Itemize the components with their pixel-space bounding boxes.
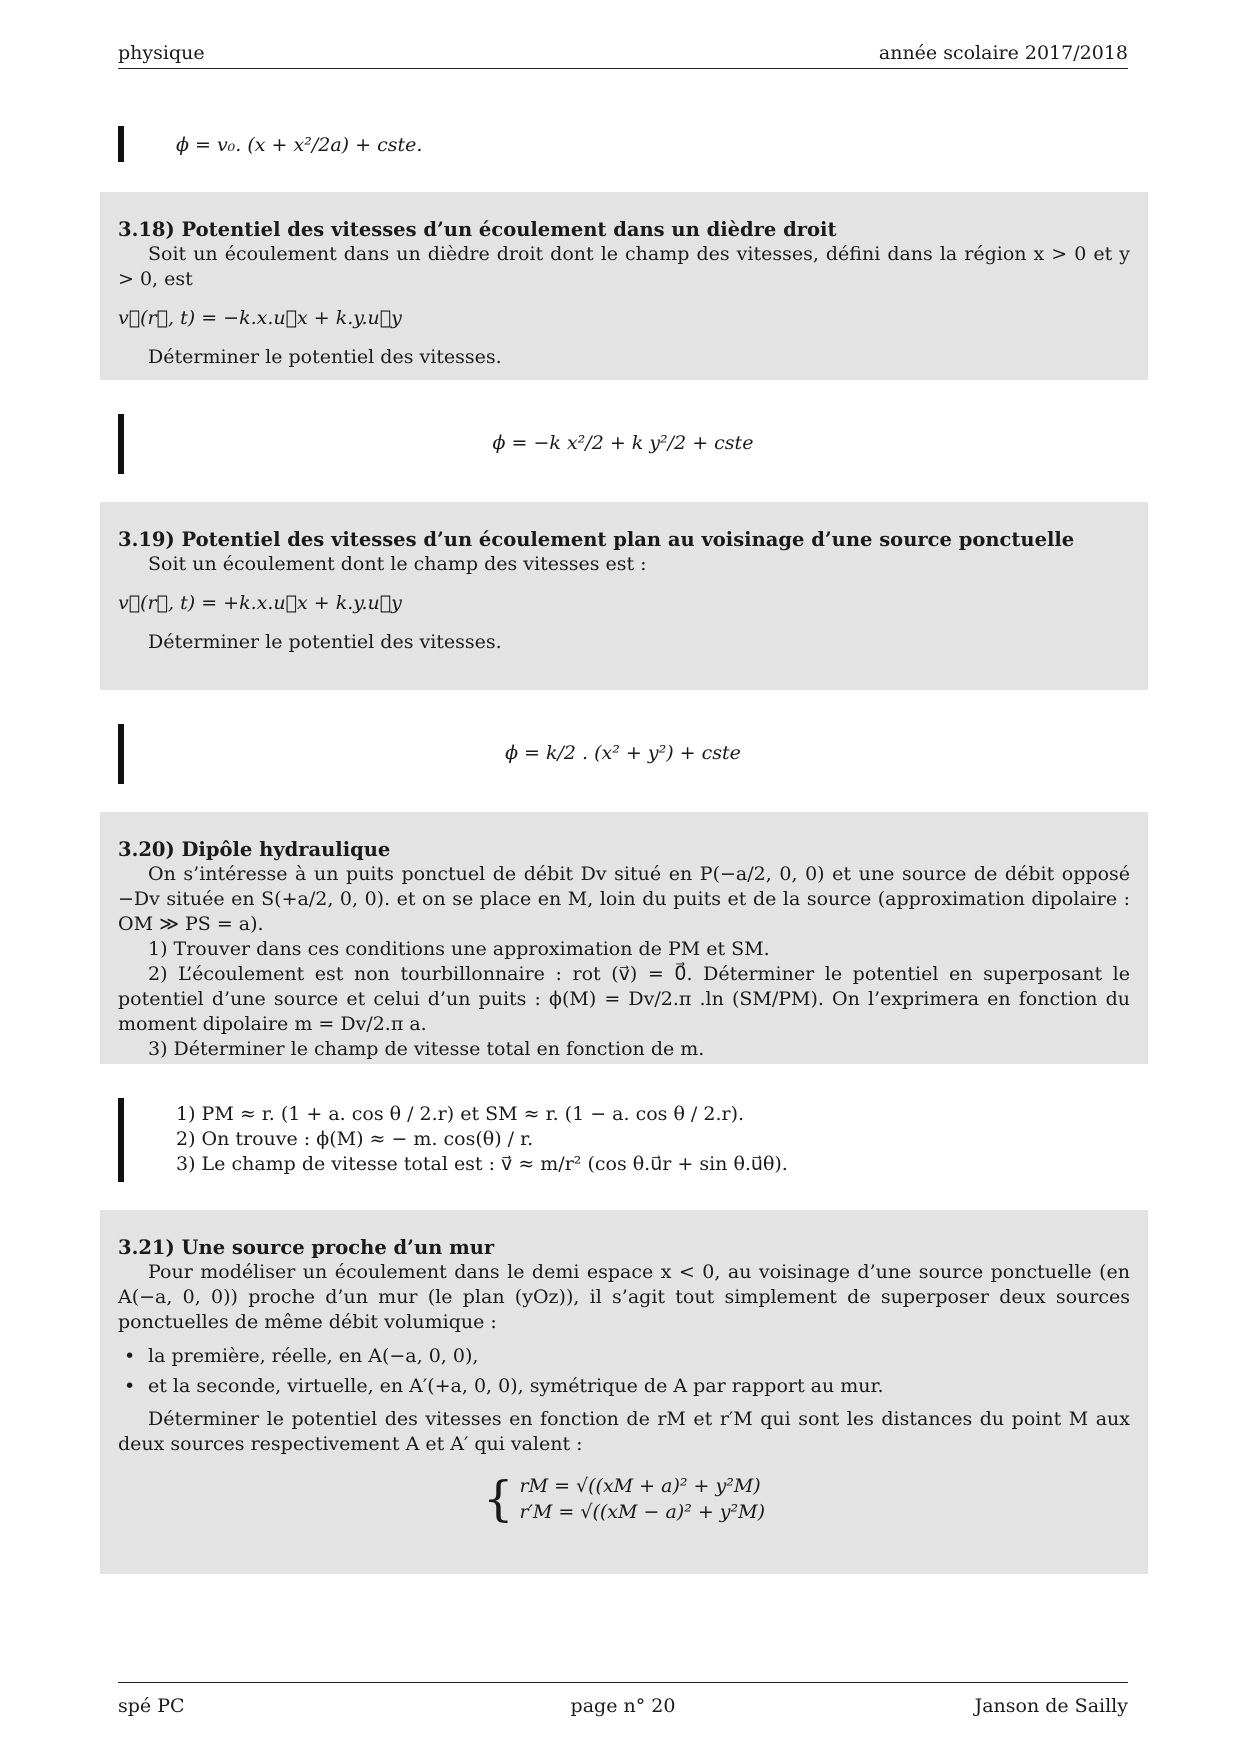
exercise-3-18 (100, 192, 1148, 380)
footer-class: spé PC (118, 1695, 185, 1717)
answer-3-19 (118, 724, 1128, 784)
exercise-intro: Soit un écoulement dont le champ des vitesses est : (148, 553, 647, 575)
exercise-title: 3.21) Une source proche d’un mur (118, 1236, 495, 1259)
exercise-paragraph: On s’intéresse à un puits ponctuel de débit Dv situé en P(−a/2, 0, 0) et une source de débit opposé −Dv située en S(+a/2, 0, 0). et on se place en M, loin du puits et de la source (approximation dipolaire : OM ≫ PS = a). (118, 863, 1130, 935)
answer-3-18 (118, 414, 1128, 474)
equation-system-inner (483, 1473, 765, 1525)
answer-3-19-formula: ϕ = k/2 . (x² + y²) + cste (505, 742, 741, 764)
equation-rows (520, 1473, 766, 1525)
answer-bar (118, 126, 124, 162)
exercise-question: Déterminer le potentiel des vitesses. (148, 346, 502, 368)
exercise-title: 3.18) Potentiel des vitesses d’un écoulement dans un dièdre droit (118, 218, 837, 241)
exercise-3-21 (100, 1210, 1148, 1574)
answer-3-17 (118, 126, 1128, 166)
exercise-question-3: 3) Déterminer le champ de vitesse total en fonction de m. (148, 1038, 705, 1060)
page-footer (118, 1682, 1128, 1729)
list-item: • la première, réelle, en A(−a, 0, 0), (118, 1341, 1130, 1371)
footer-page-number: page n° 20 (570, 1695, 676, 1717)
answer-3-20 (118, 1098, 1128, 1182)
header-subject: physique (118, 42, 205, 64)
exercise-3-19 (100, 502, 1148, 690)
equation-rm-prime: r′M = √((xM − a)² + y²M) (519, 1501, 766, 1523)
answer-item-2: 2) On trouve : ϕ(M) ≈ − m. cos(θ) / r. (176, 1128, 534, 1150)
equation-rm: rM = √((xM + a)² + y²M) (519, 1475, 761, 1497)
exercise-bullet-list (118, 1341, 1130, 1401)
left-brace-icon: { (482, 1471, 514, 1527)
page-header (118, 42, 1128, 69)
answer-3-17-formula: ϕ = v₀. (x + x²/2a) + cste. (176, 134, 423, 156)
exercise-title: 3.19) Potentiel des vitesses d’un écoulement plan au voisinage d’une source ponctuelle (118, 528, 1075, 551)
exercise-intro: Soit un écoulement dans un dièdre droit dont le champ des vitesses, défini dans la région x > 0 et y > 0, est (118, 243, 1130, 290)
answer-bar (118, 1098, 124, 1182)
exercise-question: Déterminer le potentiel des vitesses. (148, 631, 502, 653)
answer-item-1: 1) PM ≈ r. (1 + a. cos θ / 2.r) et SM ≈ r. (1 − a. cos θ / 2.r). (176, 1103, 745, 1125)
list-item: • et la seconde, virtuelle, en A′(+a, 0, 0), symétrique de A par rapport au mur. (118, 1371, 1130, 1401)
exercise-paragraph: Pour modéliser un écoulement dans le demi espace x < 0, au voisinage d’une source ponctuelle (en A(−a, 0, 0)) proche d’un mur (le plan (yOz)), il s’agit tout simplement de superposer deux sources ponctuelles de même débit volumique : (118, 1261, 1130, 1333)
exercise-equation: v⃗(r⃗, t) = +k.x.u⃗x + k.y.u⃗y (118, 592, 402, 614)
exercise-3-20 (100, 812, 1148, 1064)
answer-3-18-formula: ϕ = −k x²/2 + k y²/2 + cste (492, 432, 754, 454)
footer-school: Janson de Sailly (974, 1695, 1128, 1717)
exercise-paragraph-2: Déterminer le potentiel des vitesses en fonction de rM et r′M qui sont les distances du point M aux deux sources respectivement A et A′ qui valent : (118, 1408, 1130, 1455)
header-year: année scolaire 2017/2018 (878, 42, 1128, 64)
answer-item-3: 3) Le champ de vitesse total est : v⃗ ≈ m/r² (cos θ.u⃗r + sin θ.u⃗θ). (176, 1153, 788, 1175)
exercise-question-2: 2) L’écoulement est non tourbillonnaire : rot (v⃗) = 0⃗. Déterminer le potentiel en superposant le potentiel d’une source et celui d’un puits : ϕ(M) = Dv/2.π .ln (SM/PM). On l’exprimera en fonction du moment dipolaire m = Dv/2.π a. (118, 963, 1130, 1035)
exercise-title: 3.20) Dipôle hydraulique (118, 838, 391, 861)
exercise-question-1: 1) Trouver dans ces conditions une approximation de PM et SM. (148, 938, 770, 960)
exercise-equation: v⃗(r⃗, t) = −k.x.u⃗x + k.y.u⃗y (118, 307, 402, 329)
equation-system (118, 1473, 1130, 1525)
answer-3-20-list (176, 1102, 788, 1177)
